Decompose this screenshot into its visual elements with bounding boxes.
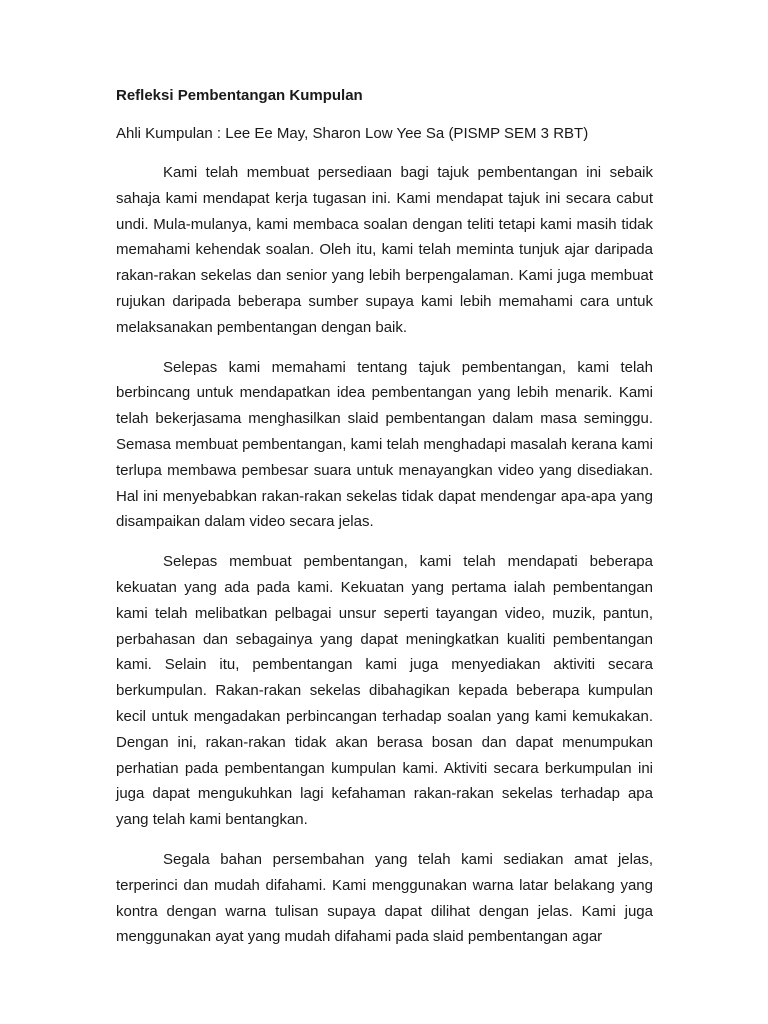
- paragraph-3: Selepas membuat pembentangan, kami telah mendapati beberapa kekuatan yang ada pada kami. Kekuatan yang pertama ialah pembentangan kami telah melibatkan pelbagai unsur seperti tayangan video, muzik, pantun, perbahasan dan sebagainya yang dapat meningkatkan kualiti pembentangan kami. Selain itu, pembentangan kami juga menyediakan aktiviti secara berkumpulan. Rakan-rakan sekelas dibahagikan kepada beberapa kumpulan kecil untuk mengadakan perbincangan terhadap soalan yang kami kemukakan. Dengan ini, rakan-rakan tidak akan berasa bosan dan dapat menumpukan perhatian pada pembentangan kumpulan kami. Aktiviti secara berkumpulan ini juga dapat mengukuhkan lagi kefahaman rakan-rakan sekelas terhadap apa yang telah kami bentangkan.: [116, 553, 653, 829]
- paragraph-1: Kami telah membuat persediaan bagi tajuk pembentangan ini sebaik sahaja kami mendapat kerja tugasan ini. Kami mendapat tajuk ini secara cabut undi. Mula-mulanya, kami membaca soalan dengan teliti tetapi kami masih tidak memahami kehendak soalan. Oleh itu, kami telah meminta tunjuk ajar daripada rakan-rakan sekelas dan senior yang lebih berpengalaman. Kami juga membuat rujukan daripada beberapa sumber supaya kami lebih memahami cara untuk melaksanakan pembentangan dengan baik.: [116, 164, 653, 336]
- document-page: [116, 84, 653, 964]
- group-members: Ahli Kumpulan : Lee Ee May, Sharon Low Yee Sa (PISMP SEM 3 RBT): [116, 125, 589, 142]
- document-title: Refleksi Pembentangan Kumpulan: [116, 87, 363, 104]
- paragraph-4: Segala bahan persembahan yang telah kami sediakan amat jelas, terperinci dan mudah difahami. Kami menggunakan warna latar belakang yang kontra dengan warna tulisan supaya dapat dilihat dengan jelas. Kami juga menggunakan ayat yang mudah difahami pada slaid pembentangan agar: [116, 850, 653, 946]
- paragraph-2: Selepas kami memahami tentang tajuk pembentangan, kami telah berbincang untuk mendapatkan idea pembentangan yang lebih menarik. Kami telah bekerjasama menghasilkan slaid pembentangan dalam masa seminggu. Semasa membuat pembentangan, kami telah menghadapi masalah kerana kami terlupa membawa pembesar suara untuk menayangkan video yang disediakan. Hal ini menyebabkan rakan-rakan sekelas tidak dapat mendengar apa-apa yang disampaikan dalam video secara jelas.: [116, 358, 653, 531]
